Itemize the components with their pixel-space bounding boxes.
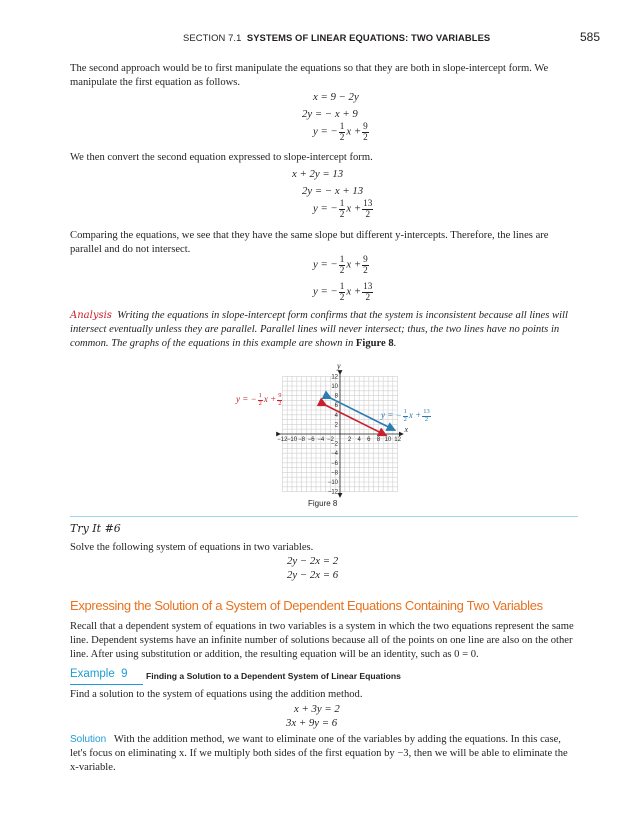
x-axis-label: x [404,425,409,434]
y-axis-label: y [337,361,341,371]
analysis-block [70,309,578,352]
y-tick-label: 8 [334,393,338,400]
equation-line: x + 2y = 13 [292,168,344,180]
x-tick-label: −10 [286,437,298,443]
example-title: Finding a Solution to a Dependent System of Linear Equations [146,671,401,681]
example-prompt: Find a solution to the system of equations using the addition method. [70,689,363,700]
x-tick-label: −8 [298,437,306,443]
x-tick-label: −2 [326,437,334,443]
equation-line: 2y = − x + 13 [302,185,364,197]
example-label [70,668,128,680]
solution-label: Solution [70,734,107,745]
y-tick-label: −6 [331,460,338,467]
divider [70,516,578,517]
y-tick-label: −2 [331,441,338,448]
x-tick-label: 10 [384,437,392,443]
example-underline [70,684,143,685]
section-title: SYSTEMS OF LINEAR EQUATIONS: TWO VARIABLES [246,32,491,43]
example-equation-2: 3x + 9y = 6 [286,717,338,729]
solution-text: With the addition method, we want to eliminate one of the variables by adding the equations. In this case, let's focus on eliminating x. If we multiply both sides of the first equation by −3, then we will be able to eliminate the x-variable. [70,734,568,774]
figure-caption: Figure 8 [308,499,338,508]
equation-slope-form: y = − $\frac{1}{2}$ x + $\frac{9}{2}$ [313,254,368,275]
equation-slope-form: y = − $\frac{1}{2}$ x + $\frac{13}{2}$ [313,198,373,219]
y-tick-label: 12 [331,374,338,381]
analysis-label: Analysis [70,310,112,321]
section-number: SECTION 7.1 [183,32,242,43]
equation-slope-form: y = − $\frac{1}{2}$ x + $\frac{13}{2}$ [313,281,373,302]
paragraph-convert: We then convert the second equation expressed to slope-intercept form. [70,152,373,163]
y-tick-label: −4 [331,451,338,458]
paragraph-intro: The second approach would be to first manipulate the equations so that they are both in slope-intercept form. We manipulate the first equation as follows. [70,63,549,89]
x-tick-label: 12 [394,437,401,443]
section-paragraph: Recall that a dependent system of equations in two variables is a system in which the two equations represent the same line. Dependent systems have an infinite number of solutions because all of the points on one line are also on the other line. After using substitution or addition, the resulting equation will be an identity, such as 0 = 0. [70,621,574,661]
equation-line: x = 9 − 2y [313,91,359,103]
equation-line: 2y = − x + 9 [302,108,358,120]
x-tick-label: 2 [347,437,352,443]
running-header [183,32,490,43]
y-tick-label: 10 [331,384,338,390]
tryit-equation-2: 2y − 2x = 6 [287,569,339,581]
example-word: Example [70,668,115,680]
x-tick-label: 4 [357,437,361,443]
x-tick-label: 8 [376,437,381,443]
analysis-end: . [393,338,397,350]
line-red [323,404,383,434]
y-tick-label: −10 [327,480,338,486]
example-number: 9 [121,668,128,680]
red-line-label: y = − $\frac{1}{2}$ x + $\frac{9}{2}$ [236,392,282,407]
analysis-text: Writing the equations in slope-intercept form confirms that the system is inconsistent because all lines will intersect eventually unless they are parallel. Parallel lines will never intersect; thus, the two lines have no points in common. The graphs of the equations in this example are shown in [70,310,568,350]
tryit-text: Solve the following system of equations in two variables. [70,542,314,553]
figure-graph [230,352,450,500]
blue-line-label: y = − $\frac{1}{2}$ x + $\frac{13}{2}$ [381,408,430,423]
y-tick-label: −8 [331,470,338,477]
tryit-equation-1: 2y − 2x = 2 [287,555,339,567]
x-tick-label: −4 [317,437,325,443]
y-tick-label: −12 [327,489,338,496]
equation-slope-form: y = − $\frac{1}{2}$ x + $\frac{9}{2}$ [313,121,368,142]
y-tick-label: 2 [334,422,338,429]
example-equation-1: x + 3y = 2 [294,703,340,715]
paragraph-compare: Comparing the equations, we see that they have the same slope but different y-intercepts. Therefore, the lines are parallel and do not intersect. [70,230,549,256]
x-tick-label: −12 [277,437,288,443]
figure-reference[interactable]: Figure 8 [355,338,394,350]
y-tick-label: 4 [334,412,338,419]
y-tick-label: 6 [334,403,338,410]
tryit-label: Try It #6 [70,522,121,535]
x-tick-label: −6 [307,437,315,443]
x-tick-label: 6 [367,437,371,443]
section-heading: Expressing the Solution of a System of Dependent Equations Containing Two Variables [70,598,543,613]
page-number: 585 [580,30,601,44]
solution-block [70,733,578,776]
